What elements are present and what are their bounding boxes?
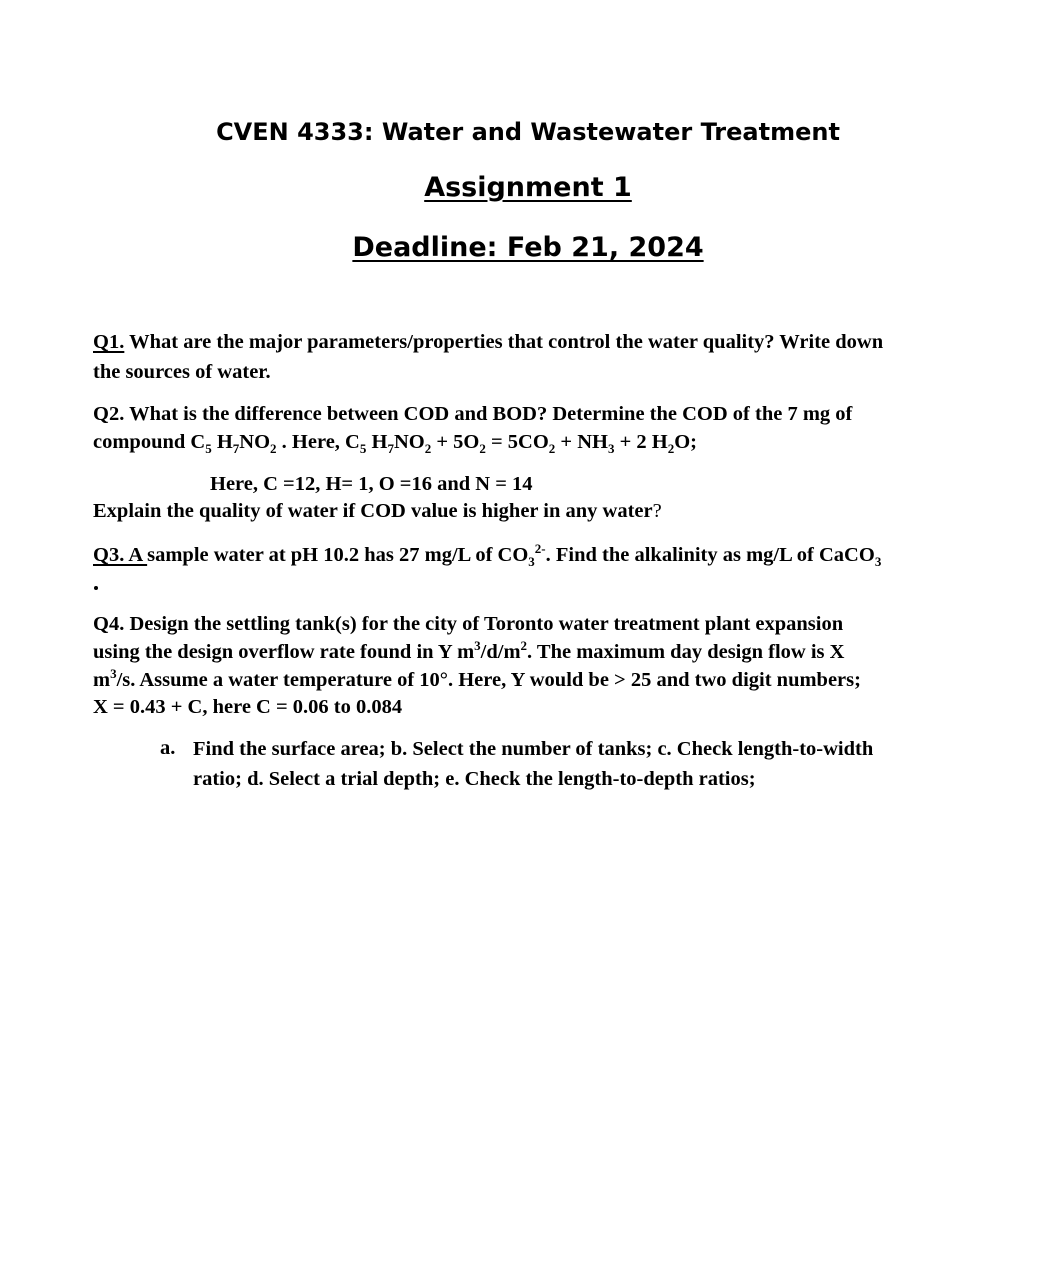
q2-plus5o: + 5O	[431, 431, 480, 453]
q3-text-b: . Find the alkalinity as mg/L of CaCO	[545, 544, 875, 566]
q2-here: . Here, C	[276, 431, 360, 453]
q2-sub: 5	[205, 441, 212, 457]
q2-compound-prefix: compound C	[93, 431, 206, 453]
q2-line-2	[93, 431, 697, 457]
q4-line-4: X = 0.43 + C, here C = 0.06 to 0.084	[93, 696, 403, 718]
q4-line3-b: /s. Assume a water temperature of 10°. Here, Y would be > 25 and two digit numbers;	[116, 669, 861, 691]
q2-qmark: ?	[652, 500, 662, 522]
q2-line-1: Q2. What is the difference between COD and BOD? Determine the COD of the 7 mg of	[93, 403, 853, 425]
q3-charge: 2-	[534, 541, 546, 557]
q4-item-marker: a.	[160, 737, 176, 759]
q4-sup: 2	[520, 638, 528, 654]
q4-line2-c: . The maximum day design flow is X	[527, 641, 845, 663]
q4-sup: 3	[474, 638, 481, 654]
q2-constants: Here, C =12, H= 1, O =16 and N = 14	[210, 473, 533, 495]
q2-explain	[93, 501, 662, 522]
q4-line-3	[93, 666, 861, 691]
q4-sup: 3	[110, 666, 117, 682]
q1-line-2: the sources of water.	[93, 361, 271, 383]
q2-no: NO	[393, 431, 425, 453]
q2-plus2h: + 2 H	[614, 431, 668, 453]
q2-sub: 2	[548, 441, 556, 457]
q4-line-2	[93, 638, 845, 663]
q3-sub: 3	[528, 554, 535, 570]
q3-sub-end: 3	[874, 554, 882, 570]
q3-text-a: sample water at pH 10.2 has 27 mg/L of CO	[147, 544, 529, 566]
deadline	[0, 232, 1056, 263]
q2-explain-text: Explain the quality of water if COD value is higher in any water	[93, 500, 653, 522]
q2-sub: 3	[607, 441, 615, 457]
deadline-text: Deadline: Feb 21, 2024	[352, 232, 704, 263]
q2-sub: 2	[270, 441, 277, 457]
assignment-title-text: Assignment 1	[424, 172, 632, 203]
stray-dot	[94, 586, 98, 590]
q2-sub: 2	[667, 441, 675, 457]
q2-plusnh: + NH	[555, 431, 608, 453]
q1-text-1: What are the major parameters/properties that control the water quality? Write down	[129, 331, 884, 353]
q4-item-line-1: Find the surface area; b. Select the number of tanks; c. Check length-to-width	[193, 738, 874, 760]
q4-line-1: Q4. Design the settling tank(s) for the city of Toronto water treatment plant expansion	[93, 613, 844, 635]
q2-sub: 7	[232, 441, 240, 457]
q2-sub: 2	[479, 441, 486, 457]
q4-line2-a: using the design overflow rate found in Y m	[93, 641, 475, 663]
q4-line3-a: m	[93, 669, 111, 691]
q4-line2-b: /d/m	[480, 641, 521, 663]
course-title: CVEN 4333: Water and Wastewater Treatment	[216, 118, 840, 146]
q2-sub: 5	[359, 441, 367, 457]
q2-sub: 2	[424, 441, 432, 457]
q2-o-end: O;	[674, 431, 697, 453]
q2-sub: 7	[387, 441, 394, 457]
q1-label: Q1.	[93, 331, 125, 353]
q4-item-line-2: ratio; d. Select a trial depth; e. Check the length-to-depth ratios;	[193, 768, 756, 790]
q3-line	[93, 541, 882, 570]
q2-no: NO	[239, 431, 271, 453]
q3-label: Q3. A	[93, 544, 148, 566]
q2-eq5co: = 5CO	[485, 431, 549, 453]
q2-h: H	[366, 431, 388, 453]
assignment-title	[0, 172, 1056, 203]
q1-line-1	[93, 332, 883, 353]
q2-h: H	[211, 431, 233, 453]
